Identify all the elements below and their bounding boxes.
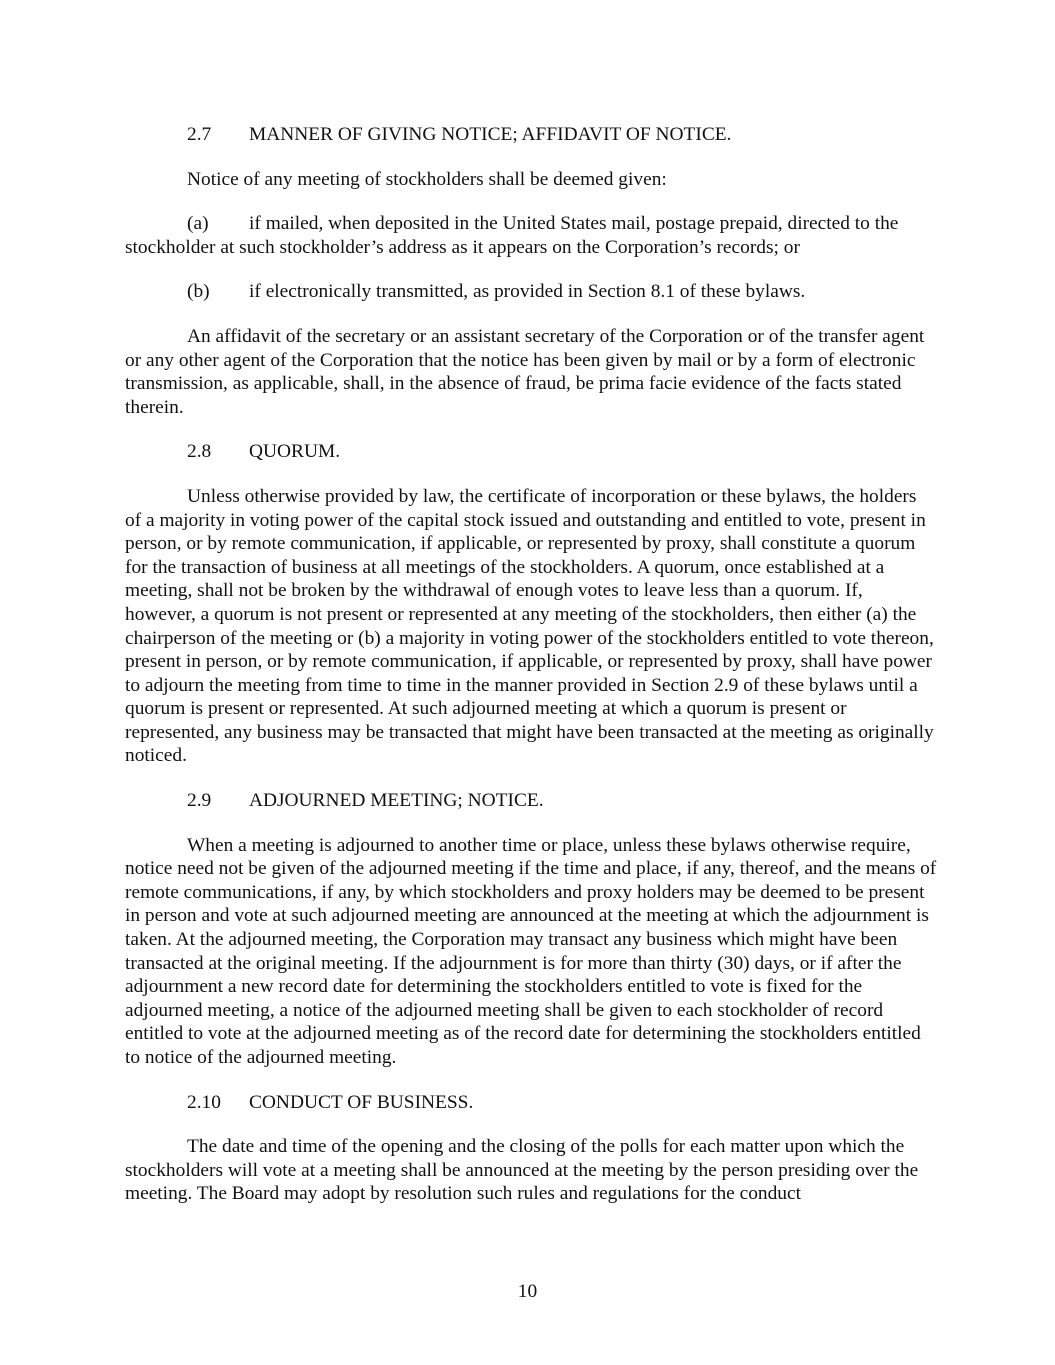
section-body-paragraph: The date and time of the opening and the closing of the polls for each matter upon which the stockholders will vote at a meeting shall be announced at the meeting by the person presiding over the meeting. The Board may adopt by resolution such rules and regulations for the conduct [125, 1136, 919, 1205]
section-closing-paragraph: An affidavit of the secretary or an assistant secretary of the Corporation or of the transfer agent or any other agent of the Corporation that the notice has been given by mail or by a form of electronic transmission, as applicable, shall, in the absence of fraud, be prima facie evidence of the facts stated therein. [125, 325, 925, 418]
page-number: 10 [517, 1281, 538, 1302]
list-item-label: (a) [187, 213, 209, 235]
list-item-text: if mailed, when deposited in the United States mail, postage prepaid, directed to the stockholder at such stockholder’s address as it appears on the Corporation’s records; or [125, 213, 899, 258]
section-title: CONDUCT OF BUSINESS. [249, 1091, 474, 1113]
page-content [125, 123, 937, 1227]
section-body-paragraph: Unless otherwise provided by law, the certificate of incorporation or these bylaws, the holders of a majority in voting power of the capital stock issued and outstanding and entitled to vote, present in person, or by remote communication, if applicable, or represented by proxy, shall constitute a quorum for the transaction of business at all meetings of the stockholders. A quorum, once established at a meeting, shall not be broken by the withdrawal of enough votes to leave less than a quorum. If, however, a quorum is not present or represented at any meeting of the stockholders, then either (a) the chairperson of the meeting or (b) a majority in voting power of the stockholders entitled to vote thereon, present in person, or by remote communication, if applicable, or represented by proxy, shall have power to adjourn the meeting from time to time in the manner provided in Section 2.9 of these bylaws until a quorum is present or represented. At such adjourned meeting at which a quorum is present or represented, any business may be transacted that might have been transacted at the meeting as originally noticed. [125, 485, 934, 767]
section-intro-paragraph: Notice of any meeting of stockholders shall be deemed given: [187, 168, 667, 190]
section-title: ADJOURNED MEETING; NOTICE. [249, 790, 544, 812]
section-heading-2-10 [125, 1091, 937, 1115]
section-number: 2.7 [187, 124, 212, 145]
list-item-b [125, 280, 937, 304]
list-item-text: if electronically transmitted, as provided in Section 8.1 of these bylaws. [249, 281, 806, 303]
section-number: 2.9 [187, 790, 212, 812]
section-heading-2-7 [125, 123, 937, 147]
list-item-a [125, 212, 937, 259]
section-number: 2.8 [187, 441, 212, 463]
section-title: MANNER OF GIVING NOTICE; AFFIDAVIT OF NOTICE. [249, 124, 732, 145]
section-title: QUORUM. [249, 441, 341, 463]
section-number: 2.10 [187, 1091, 221, 1113]
list-item-label: (b) [187, 281, 210, 303]
section-heading-2-9 [125, 789, 937, 813]
section-body-paragraph: When a meeting is adjourned to another time or place, unless these bylaws otherwise require, notice need not be given of the adjourned meeting if the time and place, if any, thereof, and the means of remote communications, if any, by which stockholders and proxy holders may be deemed to be present in person and vote at such adjourned meeting are announced at the meeting at which the adjournment is taken. At the adjourned meeting, the Corporation may transact any business which might have been transacted at the original meeting. If the adjournment is for more than thirty (30) days, or if after the adjournment a new record date for determining the stockholders entitled to vote is fixed for the adjourned meeting, a notice of the adjourned meeting shall be given to each stockholder of record entitled to vote at the adjourned meeting as of the record date for determining the stockholders entitled to notice of the adjourned meeting. [125, 834, 937, 1068]
section-heading-2-8 [125, 440, 937, 464]
